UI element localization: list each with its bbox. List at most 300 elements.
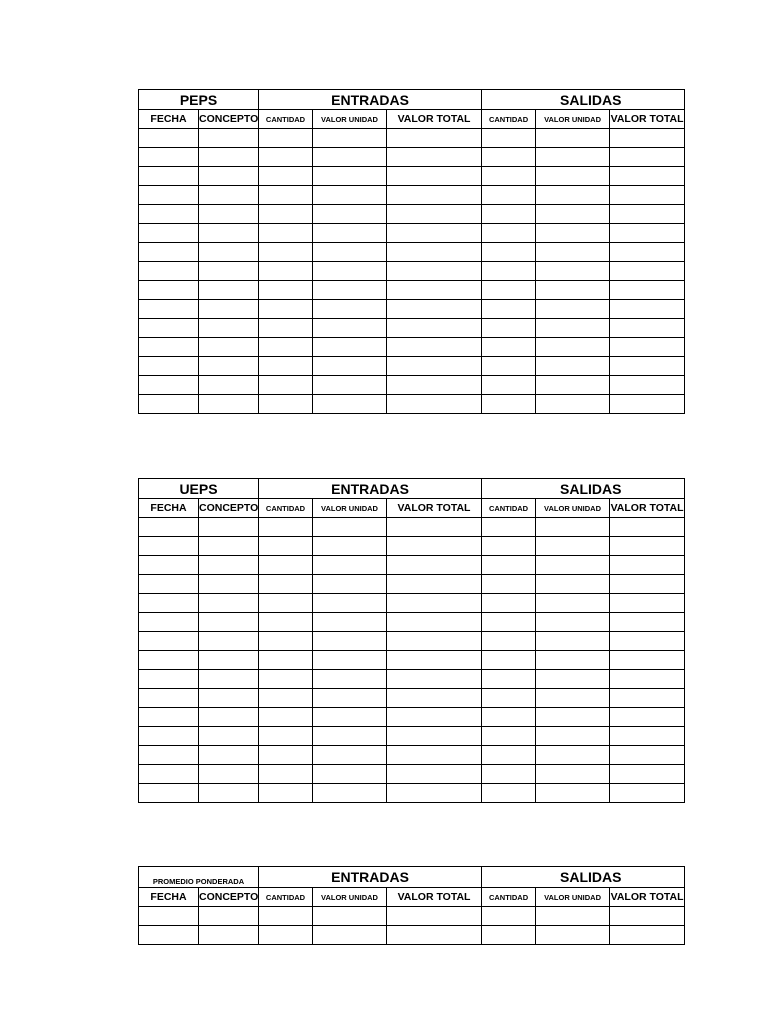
column-header: VALOR TOTAL — [387, 499, 482, 518]
table-cell[interactable] — [387, 784, 482, 803]
table-cell[interactable] — [536, 727, 610, 746]
column-header: VALOR TOTAL — [610, 888, 685, 907]
table-row — [139, 148, 685, 167]
table-cell[interactable] — [259, 926, 313, 945]
table-cell[interactable] — [482, 594, 536, 613]
table-cell[interactable] — [139, 205, 199, 224]
table-cell[interactable] — [259, 651, 313, 670]
table-cell[interactable] — [387, 205, 482, 224]
table-cell[interactable] — [139, 613, 199, 632]
column-header: VALOR TOTAL — [387, 110, 482, 129]
table-cell[interactable] — [482, 575, 536, 594]
table-cell[interactable] — [536, 537, 610, 556]
table-cell[interactable] — [199, 926, 259, 945]
table-row — [139, 262, 685, 281]
table-cell[interactable] — [199, 689, 259, 708]
table-cell[interactable] — [387, 167, 482, 186]
table-cell[interactable] — [139, 632, 199, 651]
table-cell[interactable] — [313, 129, 387, 148]
table-cell[interactable] — [482, 727, 536, 746]
table-cell[interactable] — [387, 651, 482, 670]
table-cell[interactable] — [482, 395, 536, 414]
table-cell[interactable] — [610, 556, 685, 575]
table-cell[interactable] — [387, 357, 482, 376]
table-cell[interactable] — [482, 262, 536, 281]
table-cell[interactable] — [313, 262, 387, 281]
table-cell[interactable] — [482, 651, 536, 670]
table-cell[interactable] — [536, 632, 610, 651]
table-cell[interactable] — [199, 907, 259, 926]
column-header: VALOR UNIDAD — [313, 110, 387, 129]
table-cell[interactable] — [139, 281, 199, 300]
table-cell[interactable] — [536, 243, 610, 262]
table-cell[interactable] — [313, 632, 387, 651]
table-cell[interactable] — [259, 708, 313, 727]
table-cell[interactable] — [199, 784, 259, 803]
table-cell[interactable] — [139, 262, 199, 281]
table-cell[interactable] — [199, 518, 259, 537]
table-cell[interactable] — [259, 186, 313, 205]
table-cell[interactable] — [482, 613, 536, 632]
table-cell[interactable] — [387, 376, 482, 395]
table-cell[interactable] — [199, 594, 259, 613]
column-header: VALOR UNIDAD — [313, 888, 387, 907]
table-cell[interactable] — [313, 784, 387, 803]
table-cell[interactable] — [199, 167, 259, 186]
table-row — [139, 376, 685, 395]
table-cell[interactable] — [313, 689, 387, 708]
table-cell[interactable] — [199, 262, 259, 281]
table-cell[interactable] — [610, 205, 685, 224]
table-cell[interactable] — [199, 300, 259, 319]
table-cell[interactable] — [199, 613, 259, 632]
table-cell[interactable] — [313, 670, 387, 689]
table-cell[interactable] — [610, 746, 685, 765]
table-cell[interactable] — [259, 518, 313, 537]
table-cell[interactable] — [259, 765, 313, 784]
table-cell[interactable] — [313, 395, 387, 414]
table-cell[interactable] — [313, 746, 387, 765]
table-cell[interactable] — [259, 537, 313, 556]
table-cell[interactable] — [199, 395, 259, 414]
table-cell[interactable] — [482, 670, 536, 689]
table-cell[interactable] — [610, 518, 685, 537]
table-cell[interactable] — [536, 224, 610, 243]
table-cell[interactable] — [199, 281, 259, 300]
table-cell[interactable] — [259, 670, 313, 689]
table-cell[interactable] — [259, 357, 313, 376]
table-cell[interactable] — [199, 632, 259, 651]
table-cell[interactable] — [536, 556, 610, 575]
promedio-table-region — [138, 866, 684, 945]
table-cell[interactable] — [313, 357, 387, 376]
table-cell[interactable] — [387, 575, 482, 594]
table-cell[interactable] — [259, 575, 313, 594]
table-cell[interactable] — [610, 167, 685, 186]
table-cell[interactable] — [610, 613, 685, 632]
table-cell[interactable] — [199, 575, 259, 594]
table-cell[interactable] — [199, 670, 259, 689]
table-cell[interactable] — [610, 262, 685, 281]
table-cell[interactable] — [536, 167, 610, 186]
table-cell[interactable] — [536, 613, 610, 632]
table-cell[interactable] — [536, 262, 610, 281]
table-cell[interactable] — [313, 907, 387, 926]
table-cell[interactable] — [313, 186, 387, 205]
table-cell[interactable] — [536, 395, 610, 414]
table-cell[interactable] — [199, 148, 259, 167]
table-cell[interactable] — [387, 746, 482, 765]
table-cell[interactable] — [259, 243, 313, 262]
table-cell[interactable] — [313, 575, 387, 594]
table-cell[interactable] — [536, 670, 610, 689]
table-cell[interactable] — [313, 243, 387, 262]
table-cell[interactable] — [610, 338, 685, 357]
table-cell[interactable] — [482, 632, 536, 651]
table-cell[interactable] — [313, 205, 387, 224]
table-cell[interactable] — [259, 376, 313, 395]
table-cell[interactable] — [387, 632, 482, 651]
table-cell[interactable] — [313, 518, 387, 537]
table-cell[interactable] — [139, 167, 199, 186]
table-cell[interactable] — [610, 537, 685, 556]
table-cell[interactable] — [610, 319, 685, 338]
table-row — [139, 395, 685, 414]
table-row — [139, 670, 685, 689]
table-cell[interactable] — [387, 537, 482, 556]
table-cell[interactable] — [259, 613, 313, 632]
table-cell[interactable] — [199, 746, 259, 765]
table-cell[interactable] — [482, 518, 536, 537]
table-cell[interactable] — [610, 395, 685, 414]
table-cell[interactable] — [313, 708, 387, 727]
table-cell[interactable] — [259, 205, 313, 224]
table-row — [139, 632, 685, 651]
table-cell[interactable] — [313, 376, 387, 395]
table-cell[interactable] — [387, 689, 482, 708]
table-cell[interactable] — [259, 129, 313, 148]
table-cell[interactable] — [387, 319, 482, 338]
table-cell[interactable] — [139, 148, 199, 167]
table-cell[interactable] — [139, 224, 199, 243]
table-cell[interactable] — [536, 129, 610, 148]
table-cell[interactable] — [536, 651, 610, 670]
table-cell[interactable] — [387, 300, 482, 319]
table-cell[interactable] — [259, 632, 313, 651]
table-cell[interactable] — [610, 907, 685, 926]
table-cell[interactable] — [387, 395, 482, 414]
table-cell[interactable] — [610, 784, 685, 803]
table-cell[interactable] — [313, 300, 387, 319]
table-row — [139, 167, 685, 186]
table-row — [139, 613, 685, 632]
table-row — [139, 556, 685, 575]
table-cell[interactable] — [313, 556, 387, 575]
table-cell[interactable] — [610, 594, 685, 613]
ueps-table-region — [138, 478, 684, 803]
table-cell[interactable] — [387, 243, 482, 262]
table-row — [139, 594, 685, 613]
table-cell[interactable] — [259, 262, 313, 281]
table-cell[interactable] — [259, 689, 313, 708]
table-cell[interactable] — [259, 594, 313, 613]
table-cell[interactable] — [536, 708, 610, 727]
table-cell[interactable] — [536, 689, 610, 708]
table-cell[interactable] — [387, 262, 482, 281]
table-cell[interactable] — [610, 376, 685, 395]
table-cell[interactable] — [482, 907, 536, 926]
table-cell[interactable] — [313, 765, 387, 784]
table-cell[interactable] — [482, 148, 536, 167]
table-cell[interactable] — [199, 129, 259, 148]
table-cell[interactable] — [199, 243, 259, 262]
column-header: VALOR UNIDAD — [536, 499, 610, 518]
table-cell[interactable] — [139, 129, 199, 148]
table-cell[interactable] — [139, 689, 199, 708]
table-cell[interactable] — [387, 148, 482, 167]
table-cell[interactable] — [536, 186, 610, 205]
table-cell[interactable] — [536, 926, 610, 945]
table-cell[interactable] — [610, 727, 685, 746]
column-header: VALOR UNIDAD — [536, 888, 610, 907]
table-cell[interactable] — [482, 224, 536, 243]
table-cell[interactable] — [139, 784, 199, 803]
table-cell[interactable] — [610, 575, 685, 594]
table-cell[interactable] — [313, 613, 387, 632]
column-header: VALOR UNIDAD — [313, 499, 387, 518]
table-cell[interactable] — [482, 243, 536, 262]
table-row — [139, 319, 685, 338]
table-cell[interactable] — [139, 708, 199, 727]
table-cell[interactable] — [387, 281, 482, 300]
table-cell[interactable] — [259, 148, 313, 167]
table-cell[interactable] — [482, 129, 536, 148]
column-header: CANTIDAD — [482, 499, 536, 518]
table-cell[interactable] — [610, 243, 685, 262]
table-cell[interactable] — [482, 357, 536, 376]
table-cell[interactable] — [536, 746, 610, 765]
table-cell[interactable] — [387, 129, 482, 148]
table-cell[interactable] — [387, 708, 482, 727]
table-cell[interactable] — [139, 556, 199, 575]
table-cell[interactable] — [199, 357, 259, 376]
table-cell[interactable] — [313, 224, 387, 243]
table-cell[interactable] — [313, 338, 387, 357]
table-cell[interactable] — [536, 594, 610, 613]
table-cell[interactable] — [482, 765, 536, 784]
table-cell[interactable] — [199, 224, 259, 243]
table-cell[interactable] — [536, 907, 610, 926]
table-cell[interactable] — [387, 907, 482, 926]
table-cell[interactable] — [139, 376, 199, 395]
table-cell[interactable] — [610, 300, 685, 319]
table-row — [139, 765, 685, 784]
table-cell[interactable] — [536, 357, 610, 376]
table-cell[interactable] — [536, 784, 610, 803]
table-cell[interactable] — [199, 319, 259, 338]
table-cell[interactable] — [482, 338, 536, 357]
table-cell[interactable] — [482, 708, 536, 727]
table-cell[interactable] — [610, 689, 685, 708]
table-cell[interactable] — [259, 556, 313, 575]
table-cell[interactable] — [139, 594, 199, 613]
table-cell[interactable] — [199, 727, 259, 746]
table-cell[interactable] — [610, 224, 685, 243]
table-cell[interactable] — [387, 613, 482, 632]
table-cell[interactable] — [536, 518, 610, 537]
table-cell[interactable] — [482, 926, 536, 945]
table-cell[interactable] — [536, 148, 610, 167]
table-cell[interactable] — [610, 670, 685, 689]
column-header: FECHA — [139, 499, 199, 518]
table-cell[interactable] — [536, 376, 610, 395]
table-cell[interactable] — [259, 395, 313, 414]
table-cell[interactable] — [259, 907, 313, 926]
column-header: CONCEPTO — [199, 110, 259, 129]
table-cell[interactable] — [139, 651, 199, 670]
table-cell[interactable] — [199, 186, 259, 205]
table-cell[interactable] — [610, 651, 685, 670]
table-cell[interactable] — [139, 395, 199, 414]
table-cell[interactable] — [482, 186, 536, 205]
table-cell[interactable] — [313, 148, 387, 167]
table-cell[interactable] — [139, 518, 199, 537]
table-cell[interactable] — [313, 651, 387, 670]
table-cell[interactable] — [387, 727, 482, 746]
table-cell[interactable] — [610, 281, 685, 300]
table-cell[interactable] — [313, 319, 387, 338]
table-cell[interactable] — [536, 765, 610, 784]
table-cell[interactable] — [387, 186, 482, 205]
table-cell[interactable] — [139, 575, 199, 594]
table-cell[interactable] — [259, 281, 313, 300]
table-cell[interactable] — [139, 907, 199, 926]
table-cell[interactable] — [536, 281, 610, 300]
table-cell[interactable] — [199, 708, 259, 727]
column-header: FECHA — [139, 888, 199, 907]
table-cell[interactable] — [387, 338, 482, 357]
table-cell[interactable] — [199, 537, 259, 556]
table-cell[interactable] — [387, 594, 482, 613]
entradas-group-header: ENTRADAS — [259, 867, 482, 888]
table-cell[interactable] — [139, 338, 199, 357]
table-cell[interactable] — [259, 746, 313, 765]
table-cell[interactable] — [536, 575, 610, 594]
table-cell[interactable] — [259, 338, 313, 357]
table-cell[interactable] — [610, 765, 685, 784]
table-cell[interactable] — [536, 205, 610, 224]
table-cell[interactable] — [387, 765, 482, 784]
table-cell[interactable] — [482, 205, 536, 224]
table-cell[interactable] — [139, 357, 199, 376]
table-cell[interactable] — [199, 556, 259, 575]
table-cell[interactable] — [259, 784, 313, 803]
table-cell[interactable] — [139, 926, 199, 945]
table-cell[interactable] — [199, 338, 259, 357]
table-cell[interactable] — [313, 537, 387, 556]
table-cell[interactable] — [482, 281, 536, 300]
table-cell[interactable] — [313, 926, 387, 945]
column-header: CONCEPTO — [199, 499, 259, 518]
table-cell[interactable] — [610, 186, 685, 205]
table-cell[interactable] — [139, 765, 199, 784]
table-row — [139, 224, 685, 243]
table-cell[interactable] — [313, 167, 387, 186]
table-cell[interactable] — [139, 186, 199, 205]
table-cell[interactable] — [610, 357, 685, 376]
table-cell[interactable] — [259, 167, 313, 186]
table-cell[interactable] — [139, 746, 199, 765]
table-row — [139, 186, 685, 205]
column-header: VALOR TOTAL — [387, 888, 482, 907]
table-cell[interactable] — [313, 594, 387, 613]
table-cell[interactable] — [139, 670, 199, 689]
table-cell[interactable] — [482, 376, 536, 395]
peps-table-region — [138, 89, 684, 414]
column-header: CANTIDAD — [482, 888, 536, 907]
column-header: CANTIDAD — [259, 888, 313, 907]
table-cell[interactable] — [259, 727, 313, 746]
table-cell[interactable] — [313, 281, 387, 300]
table-cell[interactable] — [610, 708, 685, 727]
table-row — [139, 727, 685, 746]
table-cell[interactable] — [482, 746, 536, 765]
table-cell[interactable] — [199, 765, 259, 784]
ueps-ledger-table — [138, 478, 685, 803]
table-cell[interactable] — [482, 537, 536, 556]
table-cell[interactable] — [482, 689, 536, 708]
table-cell[interactable] — [139, 243, 199, 262]
table-row — [139, 129, 685, 148]
table-row — [139, 689, 685, 708]
table-cell[interactable] — [387, 670, 482, 689]
table-cell[interactable] — [536, 319, 610, 338]
table-cell[interactable] — [610, 148, 685, 167]
table-cell[interactable] — [610, 632, 685, 651]
table-cell[interactable] — [610, 926, 685, 945]
table-cell[interactable] — [387, 926, 482, 945]
table-cell[interactable] — [199, 376, 259, 395]
salidas-group-header: SALIDAS — [482, 90, 685, 110]
table-cell[interactable] — [482, 167, 536, 186]
table-cell[interactable] — [199, 205, 259, 224]
table-cell[interactable] — [387, 518, 482, 537]
table-cell[interactable] — [259, 224, 313, 243]
table-cell[interactable] — [536, 338, 610, 357]
table-cell[interactable] — [139, 300, 199, 319]
table-cell[interactable] — [199, 651, 259, 670]
column-header: CONCEPTO — [199, 888, 259, 907]
promedio-ledger-table — [138, 866, 685, 945]
table-cell[interactable] — [387, 224, 482, 243]
table-row — [139, 205, 685, 224]
table-cell[interactable] — [259, 300, 313, 319]
table-cell[interactable] — [139, 727, 199, 746]
table-cell[interactable] — [139, 319, 199, 338]
table-cell[interactable] — [482, 556, 536, 575]
table-row — [139, 926, 685, 945]
table-cell[interactable] — [313, 727, 387, 746]
table-cell[interactable] — [482, 784, 536, 803]
table-cell[interactable] — [482, 319, 536, 338]
table-cell[interactable] — [139, 537, 199, 556]
table-cell[interactable] — [610, 129, 685, 148]
table-cell[interactable] — [482, 300, 536, 319]
table-cell[interactable] — [536, 300, 610, 319]
table-row — [139, 281, 685, 300]
table-cell[interactable] — [259, 319, 313, 338]
table-cell[interactable] — [387, 556, 482, 575]
